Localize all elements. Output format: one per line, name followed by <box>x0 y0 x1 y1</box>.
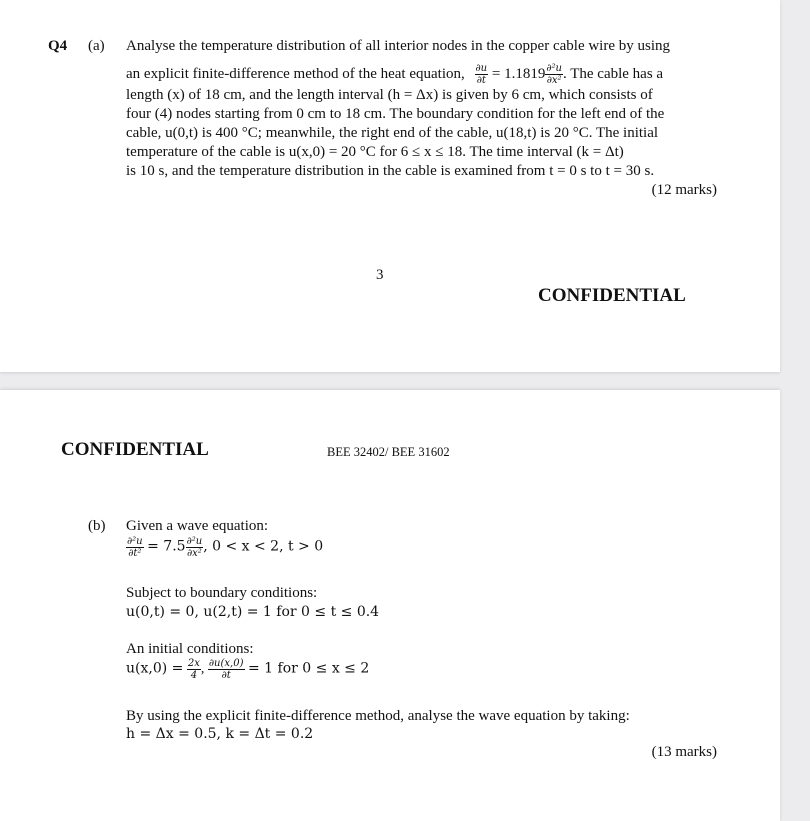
part-a-marks: (12 marks) <box>651 182 717 198</box>
wave-eq-lhs-fraction <box>126 536 144 559</box>
bc-heading: Subject to boundary conditions: <box>126 585 318 601</box>
ic-fraction-1 <box>187 658 201 681</box>
wave-eq-coef: = 7.5 <box>147 538 186 555</box>
heat-eq-lhs-num: ∂u <box>475 63 488 74</box>
part-a-label: (a) <box>88 38 105 54</box>
instruction: By using the explicit finite-difference method, analyse the wave equation by taking: <box>126 708 630 724</box>
wave-eq-lhs-den: ∂t² <box>128 548 142 559</box>
part-a-line-3: length (x) of 18 cm, and the length interval (h = Δx) is given by 6 cm, which consists of <box>126 87 653 103</box>
heat-eq-lhs-den: ∂t <box>476 75 486 86</box>
part-b-intro: Given a wave equation: <box>126 518 269 534</box>
part-a-line-1: Analyse the temperature distribution of all interior nodes in the copper cable wire by using <box>126 38 671 54</box>
heat-eq-rhs-num: ∂²u <box>546 63 562 74</box>
part-b-label: (b) <box>88 518 106 534</box>
page-number: 3 <box>376 267 384 283</box>
wave-eq-rhs-num: ∂²u <box>186 536 203 547</box>
ic-frac1-num: 2x <box>187 658 200 669</box>
heat-eq-rhs-den: ∂x² <box>546 75 562 86</box>
ic-lhs: u(x,0) = <box>126 660 184 677</box>
boundary-conditions: u(0,t) = 0, u(2,t) = 1 for 0 ≤ t ≤ 0.4 <box>126 604 380 620</box>
ic-frac2-den: ∂t <box>221 670 231 681</box>
ic-frac1-den: 4 <box>190 670 198 681</box>
heat-eq-lhs-fraction <box>475 63 489 86</box>
wave-eq-rhs-fraction <box>186 536 204 559</box>
question-number: Q4 <box>48 38 68 54</box>
line-2-post: . The cable has a <box>562 65 664 82</box>
footer-confidential: CONFIDENTIAL <box>538 285 686 306</box>
part-a-line-5: cable, u(0,t) is 400 °C; meanwhile, the right end of the cable, u(18,t) is 20 °C. The initial <box>126 125 659 141</box>
page-4 <box>0 390 780 821</box>
ic-tail: = 1 for 0 ≤ x ≤ 2 <box>248 660 370 677</box>
ic-separator: , <box>200 661 205 677</box>
line-2-pre: an explicit finite-difference method of the heat equation, <box>126 65 465 82</box>
ic-fraction-2 <box>208 658 245 681</box>
page-3 <box>0 0 780 372</box>
wave-eq-lhs-num: ∂²u <box>127 536 143 547</box>
heat-eq-coef: = 1.1819 <box>491 65 546 82</box>
part-b-marks: (13 marks) <box>651 744 717 760</box>
part-a-line-4: four (4) nodes starting from 0 cm to 18 cm. The boundary condition for the left end of the <box>126 106 665 122</box>
course-code: BEE 32402/ BEE 31602 <box>327 445 450 459</box>
wave-equation <box>126 536 323 559</box>
part-a-line-7: is 10 s, and the temperature distribution in the cable is examined from t = 0 s to t = 30 s. <box>126 163 655 179</box>
header-confidential: CONFIDENTIAL <box>61 439 209 460</box>
ic-frac2-num: ∂u(x,0) <box>208 658 244 669</box>
initial-conditions <box>126 658 369 681</box>
wave-eq-domain: , 0 < x < 2, t > 0 <box>203 538 324 555</box>
heat-eq-rhs-fraction <box>545 63 563 86</box>
part-a-line-6: temperature of the cable is u(x,0) = 20 °C for 6 ≤ x ≤ 18. The time interval (k = Δt) <box>126 144 624 160</box>
part-a-line-2 <box>126 63 663 86</box>
wave-eq-rhs-den: ∂x² <box>186 548 202 559</box>
step-sizes: h = Δx = 0.5, k = Δt = 0.2 <box>126 726 314 742</box>
ic-heading: An initial conditions: <box>126 641 254 657</box>
